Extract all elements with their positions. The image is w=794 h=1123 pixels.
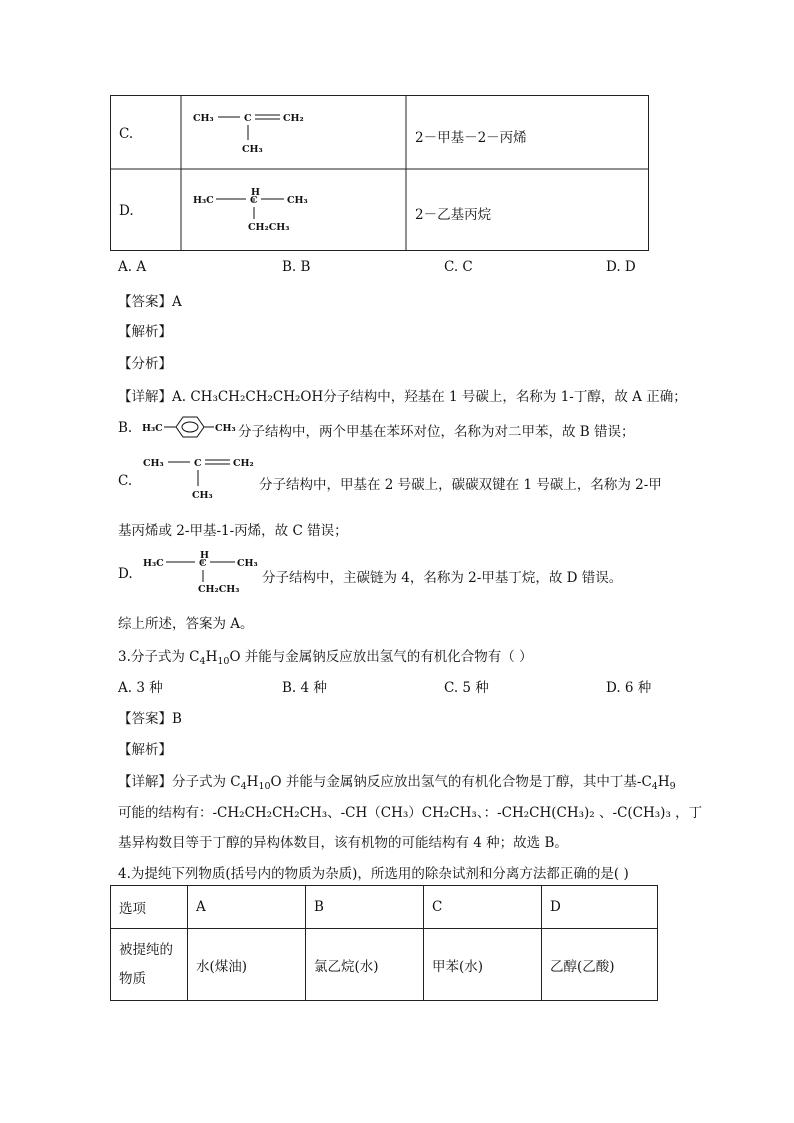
d-right-group: CH₃	[287, 195, 308, 206]
q4-header-cell: A	[188, 886, 306, 929]
q3-option-c: C. 5 种	[444, 680, 489, 696]
q3-detail-mid2: H	[657, 774, 670, 790]
xylene-right-group: CH₃	[215, 423, 236, 434]
q4-data-cell: 氯乙烷(水)	[306, 929, 424, 1001]
row-c-label: C.	[119, 126, 134, 142]
c-inline-below: CH₃	[192, 490, 213, 501]
c-below-group: CH₃	[242, 144, 263, 155]
q3-detail-sub3: 4	[651, 781, 658, 792]
q4-row-label-2: 物质	[119, 970, 146, 987]
structure-d	[193, 187, 308, 233]
q3-detail-sub1: 4	[240, 781, 247, 792]
p-xylene-structure	[140, 412, 240, 442]
d-inline-center: C	[199, 558, 207, 569]
c-inline-center: C	[194, 458, 202, 469]
q2-option-b: B. B	[282, 259, 311, 275]
q2-detail-c-text2: 基丙烯或 2-甲基-1-丙烯，故 C 错误；	[118, 523, 348, 539]
q2-option-c: C. C	[444, 259, 473, 275]
c-inline-structure	[140, 452, 260, 502]
q2-detail-d-text: 分子结构中，主碳链为 4，名称为 2-甲基丁烷，故 D 错误。	[262, 570, 623, 586]
q3-stem-mid: H	[205, 649, 218, 665]
q2-option-a: A. A	[118, 259, 147, 275]
q3-detail-line1	[118, 770, 676, 792]
q3-stem-sub1: 4	[199, 656, 206, 667]
q3-detail-line1-b: O 并能与金属钠反应放出氢气的有机化合物是丁醇，其中丁基-C	[270, 774, 652, 790]
q4-row-label	[111, 929, 188, 1001]
q3-detail-line1-a: 【详解】分子式为 C	[118, 774, 241, 790]
c-center-atom: C	[244, 113, 252, 124]
structure-c	[193, 113, 304, 155]
q4-header-cell: 选项	[111, 886, 188, 929]
q3-stem-suffix: O 并能与金属钠反应放出氢气的有机化合物有（ ）	[229, 649, 533, 665]
q2-detail-c-label: C.	[118, 473, 133, 489]
q3-answer: 【答案】B	[118, 711, 182, 727]
q4-table	[110, 885, 658, 1001]
q4-stem: 4.为提纯下列物质(括号内的物质为杂质)，所选用的除杂试剂和分离方法都正确的是( )	[118, 866, 629, 882]
d-inline-left: H₃C	[143, 558, 164, 569]
d-inline-below: CH₂CH₃	[198, 584, 240, 595]
d-below-group: CH₂CH₃	[248, 222, 290, 233]
d-inline-right: CH₃	[237, 558, 258, 569]
d-above-atom: H	[251, 187, 260, 198]
q4-data-cell: 甲苯(水)	[424, 929, 542, 1001]
q4-header-cell: D	[542, 886, 658, 929]
q3-option-d: D. 6 种	[606, 680, 652, 696]
q4-header-cell: C	[424, 886, 542, 929]
structure-table	[110, 95, 650, 252]
q3-detail-mid: H	[246, 774, 259, 790]
row-d-name: 2－乙基丙烷	[415, 207, 492, 223]
q3-detail-sub4: 9	[669, 781, 676, 792]
q2-analysis-heading: 【解析】	[118, 324, 172, 340]
detail-a-text: 分子结构中，羟基在 1 号碳上，名称为 1-丁醇，故 A 正确；	[323, 389, 687, 405]
q2-detail-d-label: D.	[118, 566, 133, 582]
row-c-name: 2－甲基－2－丙烯	[415, 130, 527, 146]
q3-stem	[118, 645, 533, 667]
c-left-group: CH₃	[193, 113, 214, 124]
q2-detail-a	[118, 385, 687, 405]
q4-header-row	[111, 886, 658, 929]
q3-option-a: A. 3 种	[118, 680, 163, 696]
q2-summary: 综上所述，答案为 A。	[118, 616, 254, 632]
row-d-label: D.	[119, 203, 134, 219]
q3-option-b: B. 4 种	[282, 680, 327, 696]
detail-a-formula: CH₃CH₂CH₂CH₂OH	[190, 389, 324, 405]
q2-answer: 【答案】A	[118, 294, 182, 310]
q2-option-d: D. D	[606, 259, 636, 275]
c-inline-right: CH₂	[233, 458, 254, 469]
q4-header-cell: B	[306, 886, 424, 929]
c-inline-left: CH₃	[143, 458, 164, 469]
q2-detail-b-text: 分子结构中，两个甲基在苯环对位，名称为对二甲苯，故 B 错误；	[238, 424, 635, 440]
d-center-atom: C	[250, 195, 258, 206]
q3-detail-line3: 基异构数目等于丁醇的异构体数目，该有机物的可能结构有 4 种；故选 B。	[118, 835, 568, 851]
xylene-left-group: H₃C	[142, 423, 163, 434]
q4-data-row	[111, 929, 658, 1001]
q4-row-label-1: 被提纯的	[119, 941, 173, 958]
q3-stem-prefix: 3.分子式为 C	[118, 649, 200, 665]
q4-data-cell: 乙醇(乙酸)	[542, 929, 658, 1001]
d-left-group: H₃C	[193, 195, 214, 206]
c-right-group: CH₂	[283, 113, 304, 124]
q3-stem-sub2: 10	[217, 656, 230, 667]
q3-detail-line2: 可能的结构有：-CH₂CH₂CH₂CH₃、-CH（CH₃）CH₂CH₃、：-CH₂CH(CH₃)₂ 、-C(CH₃)₃ ，丁	[118, 805, 703, 821]
d-inline-structure	[140, 548, 264, 598]
d-inline-above: H	[200, 550, 209, 561]
q2-detail-c-text1: 分子结构中，甲基在 2 号碳上，碳碳双键在 1 号碳上，名称为 2-甲	[259, 477, 662, 493]
q2-detail-b-label: B.	[118, 420, 133, 436]
q4-data-cell: 水(煤油)	[188, 929, 306, 1001]
q3-detail-sub2: 10	[258, 781, 271, 792]
q2-fenxi-heading: 【分析】	[118, 356, 172, 372]
detail-a-prefix: 【详解】A.	[118, 389, 191, 405]
q3-analysis-heading: 【解析】	[118, 742, 172, 758]
